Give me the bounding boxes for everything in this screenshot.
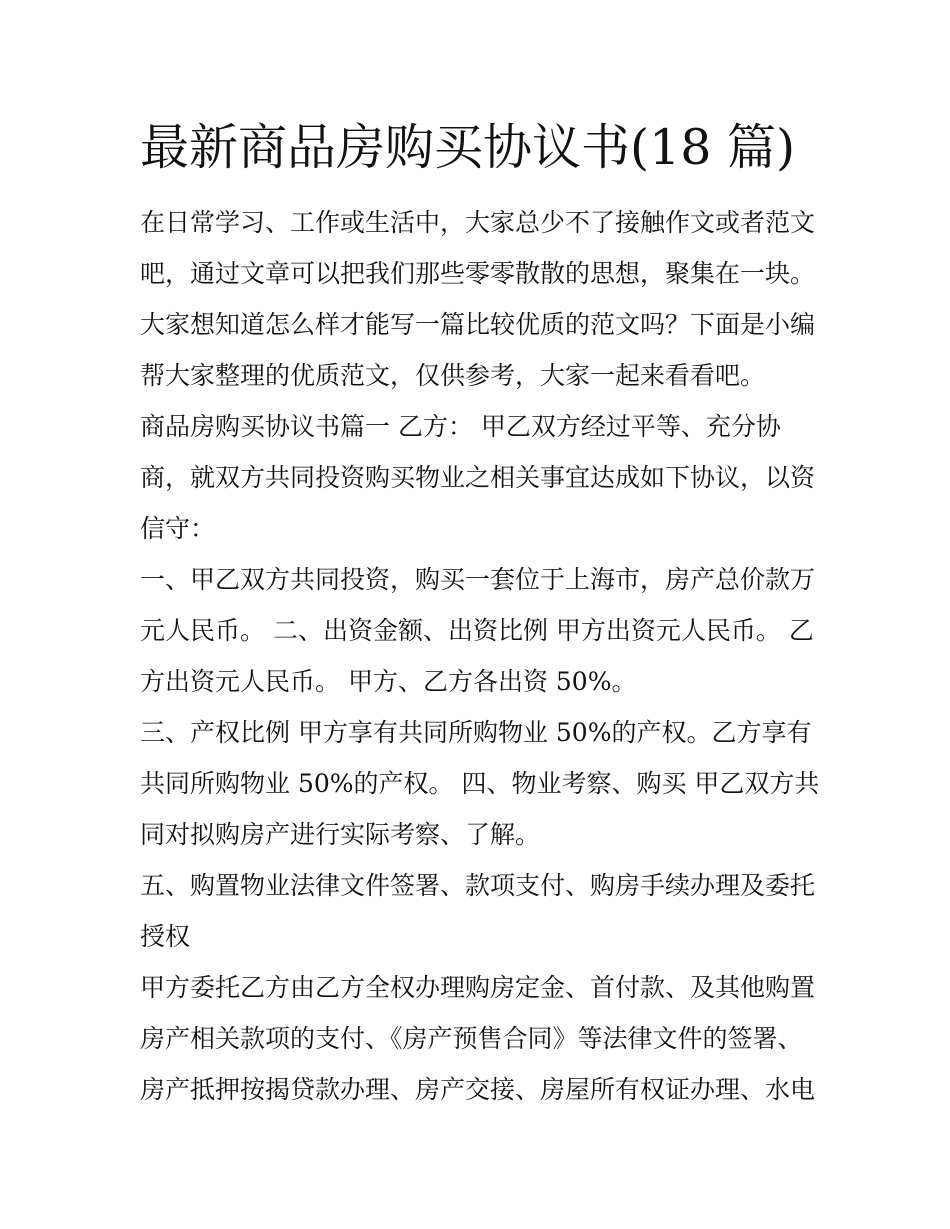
body-line: 吧，通过文章可以把我们那些零零散散的思想，聚集在一块。 [140,259,816,288]
body-line: 五、购置物业法律文件签署、款项支付、购房手续办理及委托 [140,871,816,900]
body-line: 同对拟购房产进行实际考察、了解。 [140,820,541,849]
document-title: 最新商品房购买协议书(18 篇) [140,119,796,176]
document-body [140,197,820,1115]
body-line: 授权 [140,922,191,951]
body-line: 方出资元人民币。 甲方、乙方各出资 50%。 [140,667,637,696]
body-line: 房产相关款项的支付、《房产预售合同》等法律文件的签署、 [140,1024,803,1053]
body-line: 在日常学习、工作或生活中，大家总少不了接触作文或者范文 [140,208,816,237]
body-line: 商，就双方共同投资购买物业之相关事宜达成如下协议，以资 [140,463,816,492]
body-line: 一、甲乙双方共同投资，购买一套位于上海市，房产总价款万 [140,565,816,594]
body-line: 大家想知道怎么样才能写一篇比较优质的范文吗？下面是小编 [140,310,816,339]
body-line: 商品房购买协议书篇一 乙方： 甲乙双方经过平等、充分协 [140,412,781,441]
body-line: 帮大家整理的优质范文，仅供参考，大家一起来看看吧。 [140,361,766,390]
body-line: 元人民币。 二、出资金额、出资比例 甲方出资元人民币。 乙 [140,616,814,645]
body-line: 房产抵押按揭贷款办理、房产交接、房屋所有权证办理、水电 [140,1075,816,1104]
body-line: 信守： [140,514,216,543]
body-line: 共同所购物业 50%的产权。 四、物业考察、购买 甲乙双方共 [140,769,820,798]
body-line: 三、产权比例 甲方享有共同所购物业 50%的产权。乙方享有 [140,718,812,747]
body-line: 甲方委托乙方由乙方全权办理购房定金、首付款、及其他购置 [140,973,816,1002]
